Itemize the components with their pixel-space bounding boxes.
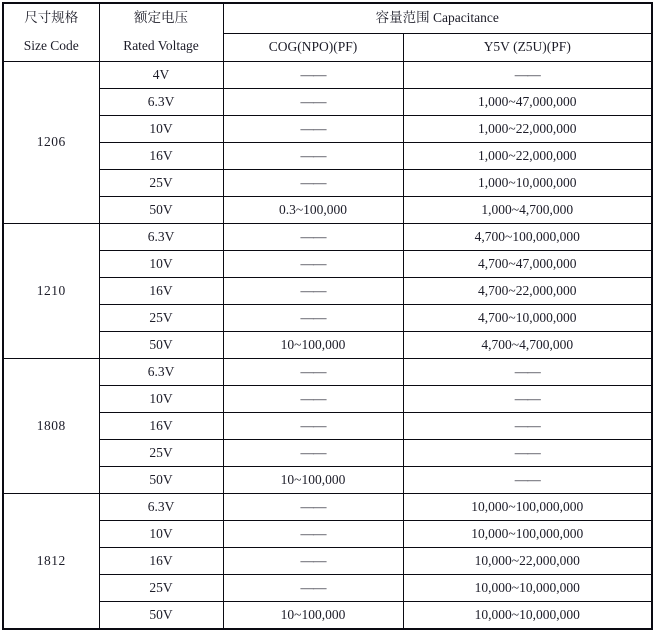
voltage-cell: 25V [99,169,223,196]
y5v-range-cell: 4,700~100,000,000 [403,223,652,250]
y5v-range-cell: 4,700~47,000,000 [403,250,652,277]
y5v-range-cell: 4,700~22,000,000 [403,277,652,304]
table-row [3,196,652,223]
voltage-cell: 25V [99,574,223,601]
table-row [3,277,652,304]
voltage-cell: 10V [99,250,223,277]
table-row [3,466,652,493]
table-row [3,223,652,250]
cog-range-cell: —— [223,61,403,88]
cog-range-cell: 10~100,000 [223,331,403,358]
voltage-cell: 25V [99,304,223,331]
header-row-1 [3,3,652,33]
voltage-cell: 16V [99,412,223,439]
voltage-cell: 6.3V [99,493,223,520]
cog-range-cell: —— [223,520,403,547]
table-row [3,115,652,142]
voltage-cell: 16V [99,277,223,304]
table-row [3,61,652,88]
capacitance-table [2,2,653,630]
size-code-cell: 1206 [3,61,99,223]
y5v-range-cell: —— [403,358,652,385]
table-row [3,520,652,547]
y5v-range-cell: 1,000~10,000,000 [403,169,652,196]
size-code-cell: 1812 [3,493,99,629]
cog-range-cell: —— [223,358,403,385]
y5v-range-cell: 1,000~47,000,000 [403,88,652,115]
voltage-cell: 6.3V [99,223,223,250]
cog-range-cell: —— [223,169,403,196]
header-capacitance: 容量范围 Capacitance [223,3,652,33]
y5v-range-cell: 1,000~22,000,000 [403,115,652,142]
cog-range-cell: —— [223,385,403,412]
table-row [3,412,652,439]
cog-range-cell: —— [223,142,403,169]
table-row [3,169,652,196]
table-row [3,385,652,412]
table-row [3,574,652,601]
voltage-cell: 50V [99,466,223,493]
y5v-range-cell: —— [403,61,652,88]
cog-range-cell: —— [223,547,403,574]
cog-range-cell: —— [223,277,403,304]
table-body [3,61,652,629]
voltage-cell: 10V [99,115,223,142]
voltage-cell: 16V [99,142,223,169]
header-y5v: Y5V (Z5U)(PF) [403,33,652,61]
y5v-range-cell: 10,000~10,000,000 [403,574,652,601]
cog-range-cell: —— [223,412,403,439]
y5v-range-cell: 4,700~4,700,000 [403,331,652,358]
size-code-cell: 1210 [3,223,99,358]
voltage-cell: 50V [99,196,223,223]
voltage-cell: 10V [99,385,223,412]
cog-range-cell: —— [223,304,403,331]
y5v-range-cell: 1,000~4,700,000 [403,196,652,223]
header-size-code-cn: 尺寸规格 [24,10,79,26]
table-row [3,439,652,466]
cog-range-cell: —— [223,250,403,277]
y5v-range-cell: —— [403,439,652,466]
cog-range-cell: 0.3~100,000 [223,196,403,223]
voltage-cell: 50V [99,601,223,629]
cog-range-cell: —— [223,574,403,601]
cog-range-cell: 10~100,000 [223,601,403,629]
cog-range-cell: —— [223,493,403,520]
voltage-cell: 6.3V [99,358,223,385]
cog-range-cell: —— [223,88,403,115]
header-rated-voltage-cn: 额定电压 [134,10,188,26]
cog-range-cell: 10~100,000 [223,466,403,493]
table-row [3,331,652,358]
y5v-range-cell: 4,700~10,000,000 [403,304,652,331]
size-code-cell: 1808 [3,358,99,493]
y5v-range-cell: 10,000~22,000,000 [403,547,652,574]
y5v-range-cell: 10,000~10,000,000 [403,601,652,629]
header-rated-voltage-en: Rated Voltage [123,38,199,54]
header-rated-voltage [99,3,223,61]
y5v-range-cell: —— [403,412,652,439]
header-size-code-en: Size Code [23,38,79,54]
table-row [3,547,652,574]
voltage-cell: 10V [99,520,223,547]
voltage-cell: 4V [99,61,223,88]
table-header [3,3,652,61]
table-row [3,88,652,115]
voltage-cell: 25V [99,439,223,466]
voltage-cell: 16V [99,547,223,574]
table-row [3,493,652,520]
y5v-range-cell: —— [403,466,652,493]
voltage-cell: 50V [99,331,223,358]
cog-range-cell: —— [223,223,403,250]
table-row [3,358,652,385]
header-size-code [3,3,99,61]
y5v-range-cell: 1,000~22,000,000 [403,142,652,169]
voltage-cell: 6.3V [99,88,223,115]
table-row [3,250,652,277]
y5v-range-cell: 10,000~100,000,000 [403,520,652,547]
header-cog: COG(NPO)(PF) [223,33,403,61]
cog-range-cell: —— [223,115,403,142]
table-row [3,601,652,629]
table-row [3,142,652,169]
cog-range-cell: —— [223,439,403,466]
y5v-range-cell: 10,000~100,000,000 [403,493,652,520]
y5v-range-cell: —— [403,385,652,412]
table-row [3,304,652,331]
